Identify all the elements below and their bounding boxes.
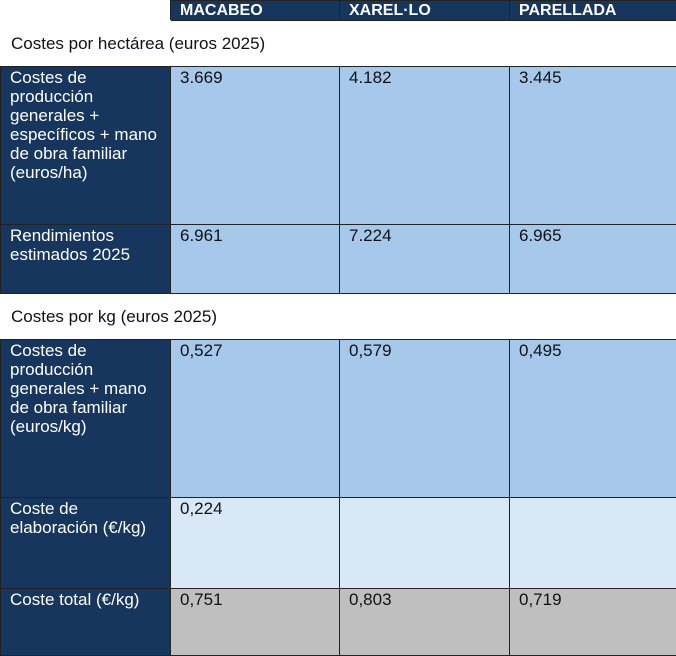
section-row-kg (1, 294, 676, 340)
table-cell: 3.445 (510, 67, 676, 225)
table-cell: 3.669 (171, 67, 340, 225)
table-cell: 0,527 (171, 340, 340, 498)
table-cell: 4.182 (340, 67, 510, 225)
table-cell: 0,803 (340, 589, 510, 656)
table-cell: 6.961 (171, 225, 340, 294)
row-label: Coste de elaboración (€/kg) (1, 498, 171, 589)
table-row (1, 498, 676, 589)
column-header-xarello: XAREL·LO (340, 1, 510, 21)
table-cell (510, 498, 676, 589)
section-title-kg: Costes por kg (euros 2025) (1, 294, 676, 340)
table-cell: 0,579 (340, 340, 510, 498)
column-header-macabeo: MACABEO (171, 1, 340, 21)
section-title-hectare: Costes por hectárea (euros 2025) (1, 21, 676, 67)
table-row (1, 589, 676, 656)
row-label: Rendimientos estimados 2025 (1, 225, 171, 294)
row-label: Costes de producción generales + mano de obra familiar (euros/kg) (1, 340, 171, 498)
row-label: Coste total (€/kg) (1, 589, 171, 656)
column-header-parellada: PARELLADA (510, 1, 676, 21)
table-cell (340, 498, 510, 589)
table-cell: 0,751 (171, 589, 340, 656)
table-cell: 0,495 (510, 340, 676, 498)
table-cell: 0,224 (171, 498, 340, 589)
table-cell: 6.965 (510, 225, 676, 294)
table-row (1, 340, 676, 498)
row-label: Costes de producción generales + específicos + mano de obra familiar (euros/ha) (1, 67, 171, 225)
table-cell: 0,719 (510, 589, 676, 656)
header-row (1, 1, 676, 21)
header-corner (1, 1, 171, 21)
section-row-hectare (1, 21, 676, 67)
table-row (1, 225, 676, 294)
table-cell: 7.224 (340, 225, 510, 294)
table-row (1, 67, 676, 225)
